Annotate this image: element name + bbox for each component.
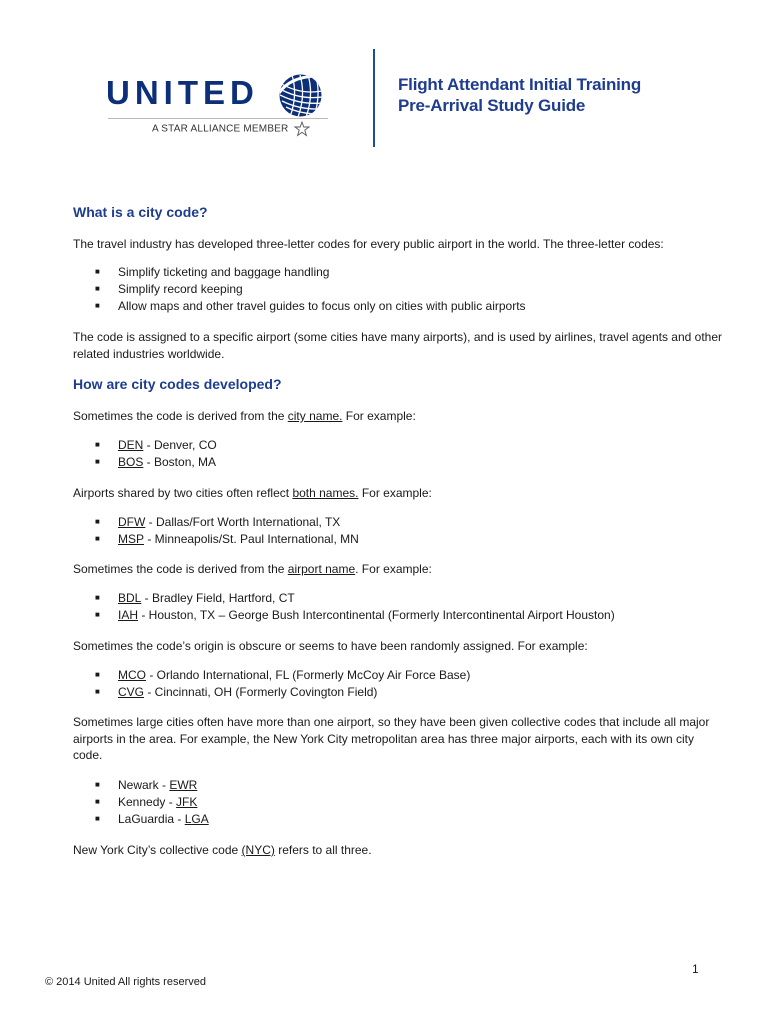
- list-item: ■ IAH - Houston, TX – George Bush Intercontinental (Formerly Intercontinental Airport Houston): [95, 608, 615, 622]
- obscure-origin-paragraph: Sometimes the code’s origin is obscure or seems to have been randomly assigned. For example:: [73, 639, 588, 653]
- document-title: [398, 74, 641, 116]
- list-item: ■ LaGuardia - LGA: [95, 812, 209, 826]
- airport-name-term: airport name: [287, 562, 356, 576]
- list-item: ■ Simplify record keeping: [95, 282, 243, 296]
- airport-code: LGA: [184, 812, 209, 826]
- collective-codes-paragraph: Sometimes large cities often have more than one airport, so they have been given collective codes that include all major airports in the area. For example, the New York City metropolitan area has three major airports, each with its own city code.: [73, 715, 710, 762]
- bullet-icon: ■: [95, 301, 100, 310]
- copyright-footer: © 2014 United All rights reserved: [45, 976, 206, 988]
- bullet-icon: ■: [95, 687, 100, 696]
- bullet-icon: ■: [95, 670, 100, 679]
- list-item: ■ Kennedy - JFK: [95, 795, 198, 809]
- bullet-icon: ■: [95, 593, 100, 602]
- section-heading-city-code: What is a city code?: [73, 204, 208, 220]
- airport-code: DFW: [118, 515, 146, 529]
- airport-code: MSP: [118, 532, 145, 546]
- airport-code: EWR: [169, 778, 198, 792]
- title-line-2: Pre-Arrival Study Guide: [398, 96, 586, 115]
- airport-code: JFK: [176, 795, 198, 809]
- obscure-origin-examples: [73, 667, 733, 701]
- logo-wordmark: UNITED: [106, 74, 259, 111]
- airport-code: CVG: [118, 685, 145, 699]
- bullet-icon: ■: [95, 457, 100, 466]
- airport-code: IAH: [118, 608, 139, 622]
- list-item: ■ Newark - EWR: [95, 778, 198, 792]
- bullet-icon: ■: [95, 517, 100, 526]
- intro-paragraph: The travel industry has developed three-letter codes for every public airport in the world. The three-letter codes:: [73, 237, 664, 251]
- airport-name-paragraph: Sometimes the code is derived from the airport name. For example:: [73, 562, 432, 576]
- header-divider: [373, 49, 375, 147]
- both-names-paragraph: Airports shared by two cities often reflect both names. For example:: [73, 486, 432, 500]
- bullet-icon: ■: [95, 267, 100, 276]
- bullet-icon: ■: [95, 797, 100, 806]
- list-item: ■ BDL - Bradley Field, Hartford, CT: [95, 591, 295, 605]
- city-name-examples: [73, 437, 733, 471]
- city-name-paragraph: Sometimes the code is derived from the city name. For example:: [73, 409, 416, 423]
- collective-code: (NYC): [241, 843, 275, 857]
- list-item: ■ BOS - Boston, MA: [95, 455, 217, 469]
- list-item: ■ DFW - Dallas/Fort Worth International, TX: [95, 515, 341, 529]
- bullet-icon: ■: [95, 440, 100, 449]
- bullet-icon: ■: [95, 814, 100, 823]
- both-names-examples: [73, 514, 733, 548]
- bullet-icon: ■: [95, 780, 100, 789]
- globe-icon: [278, 73, 323, 118]
- collective-code-paragraph: New York City’s collective code (NYC) refers to all three.: [73, 843, 372, 857]
- list-item: ■ Allow maps and other travel guides to focus only on cities with public airports: [95, 299, 526, 313]
- tagline-text: A STAR ALLIANCE MEMBER: [152, 123, 289, 135]
- star-alliance-icon: [294, 121, 310, 137]
- title-line-1: Flight Attendant Initial Training: [398, 75, 642, 94]
- city-name-term: city name.: [287, 409, 343, 423]
- united-logo: [100, 70, 340, 140]
- bullet-icon: ■: [95, 284, 100, 293]
- list-item: ■ Simplify ticketing and baggage handling: [95, 265, 330, 279]
- code-assignment-paragraph: The code is assigned to a specific airport (some cities have many airports), and is used by airlines, travel agents and other related industries worldwide.: [73, 330, 722, 361]
- list-item: ■ MSP - Minneapolis/St. Paul International, MN: [95, 532, 359, 546]
- code-benefits-list: [73, 264, 733, 315]
- airport-code: MCO: [118, 668, 146, 682]
- airport-code: BDL: [118, 591, 142, 605]
- airport-code: BOS: [118, 455, 144, 469]
- bullet-icon: ■: [95, 534, 100, 543]
- bullet-icon: ■: [95, 610, 100, 619]
- page-number: 1: [692, 962, 699, 976]
- section-heading-developed: How are city codes developed?: [73, 376, 282, 392]
- new-york-airports-list: [73, 777, 733, 828]
- list-item: ■ CVG - Cincinnati, OH (Formerly Covington Field): [95, 685, 378, 699]
- list-item: ■ DEN - Denver, CO: [95, 438, 217, 452]
- airport-code: DEN: [118, 438, 144, 452]
- list-item: ■ MCO - Orlando International, FL (Formerly McCoy Air Force Base): [95, 668, 471, 682]
- logo-divider: [108, 118, 328, 119]
- both-names-term: both names.: [292, 486, 359, 500]
- star-alliance-tagline: [152, 121, 310, 137]
- airport-name-examples: [73, 590, 733, 624]
